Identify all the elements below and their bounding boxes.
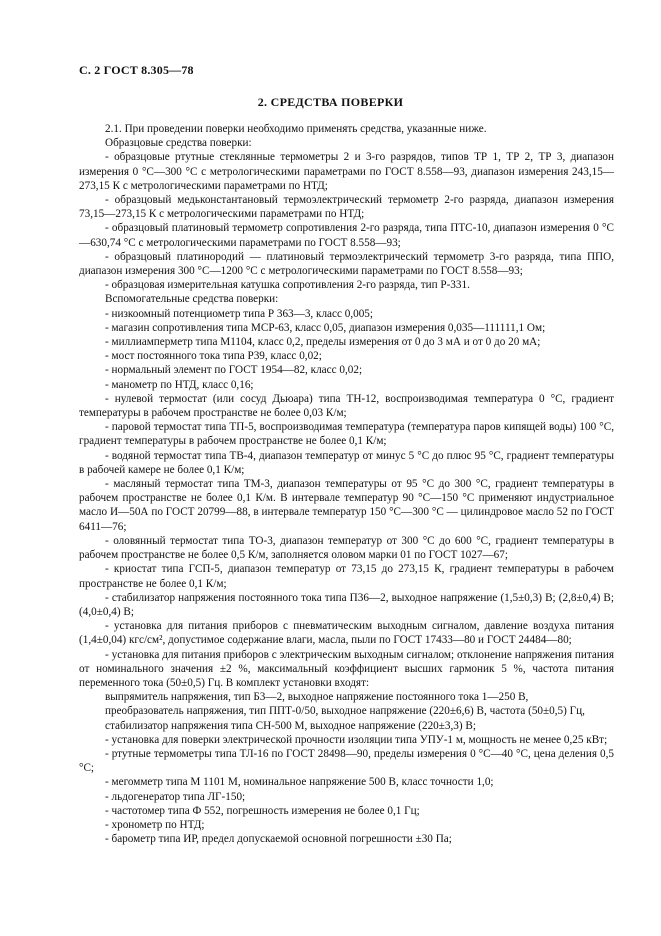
paragraph: Вспомогательные средства поверки: <box>105 293 279 306</box>
paragraph: 2.1. При проведении поверки необходимо применять средства, указанные ниже. <box>105 123 487 135</box>
list-item: - мост постоянного тока типа Р39, класс 0,02; <box>105 350 322 363</box>
list-item: - установка для поверки электрической прочности изоляции типа УПУ-1 м, мощность не менее 0,25 кВт; <box>105 733 608 746</box>
sub-item: выпрямитель напряжения, тип Б3—2, выходное напряжение постоянного тока 1—250 В, <box>105 691 529 704</box>
section-body <box>79 122 614 846</box>
list-item: - ртутные термометры типа ТЛ-16 по ГОСТ 28498—90, пределы измерения 0 °С—40 °С, цена деления 0,5 °С; <box>79 747 614 775</box>
list-item: - установка для питания приборов с пневматическим выходным сигналом, давление воздуха питания (1,4±0,04) кгс/см², допустимое содержание влаги, масла, пыли по ГОСТ 17433—80 и ГОСТ 24484—80; <box>79 620 614 647</box>
list-item: - оловянный термостат типа ТО-3, диапазон температур от 300 °С до 600 °С, градиент температуры в рабочем пространстве не более 0,5 К/м, заполняется оловом марки 01 по ГОСТ 1027—67; <box>79 534 614 562</box>
page-header: С. 2 ГОСТ 8.305—78 <box>79 63 194 77</box>
list-item: - барометр типа ИР, предел допускаемой основной погрешности ±30 Па; <box>105 833 452 846</box>
list-item: - масляный термостат типа ТМ-3, диапазон температуры от 95 °С до 300 °С, градиент температуры в рабочем пространстве не более 0,1 К/м. В интервале температур 90 °С—150 °С применяют индустриальное масло И—50А по ГОСТ 20799—88, в интервале температур 150 °С—300 °С — цилиндровое масло 52 по ГОСТ 6411—76; <box>79 478 614 533</box>
paragraph: Образцовые средства поверки: <box>105 137 252 150</box>
list-item: - водяной термостат типа ТВ-4, диапазон температур от минус 5 °С до плюс 95 °С, градиент температуры в рабочей камере не более 0,1 К/м; <box>79 449 614 476</box>
section-title: 2. СРЕДСТВА ПОВЕРКИ <box>257 95 404 109</box>
list-item: - стабилизатор напряжения постоянного тока типа П36—2, выходное напряжение (1,5±0,3) В; (2,8±0,4) В; (4,0±0,4) В; <box>79 591 614 618</box>
list-item: - образцовые ртутные стеклянные термометры 2 и 3-го разрядов, типов ТР 1, ТР 2, ТР 3, диапазон измерения 0 °С—300 °С с метрологическими параметрами по ГОСТ 8.558—93, диапазон измерения 243,15—273,15 К с метрологическими параметрами по НТД; <box>79 151 614 192</box>
list-item: - образцовый платиновый термометр сопротивления 2-го разряда, типа ПТС-10, диапазон измерения 0 °С—630,74 °С с метрологическими параметрами по ГОСТ 8.558—93; <box>79 222 614 249</box>
list-item: - образцовая измерительная катушка сопротивления 2-го разряда, тип Р-331. <box>105 279 470 292</box>
list-item: - образцовый медьконстантановый термоэлектрический термометр 2-го разряда, диапазон измерения 73,15—273,15 К с метрологическими параметрами по НТД; <box>79 194 614 221</box>
list-item: - низкоомный потенциометр типа Р 363—3, класс 0,005; <box>105 307 374 320</box>
list-item: - льдогенератор типа ЛГ-150; <box>105 790 246 803</box>
list-item: - манометр по НТД, класс 0,16; <box>105 378 254 391</box>
list-item: - паровой термостат типа ТП-5, воспроизводимая температура (температура паров кипящей воды) 100 °С, градиент температуры в рабочем пространстве не более 0,1 К/м; <box>79 421 614 448</box>
list-item: - установка для питания приборов с электрическим выходным сигналом; отклонение напряжения питания от номинального значения ±2 %, максимальный коэффициент высших гармоник 5 %, частота питания переменного тока (50±0,5) Гц. В комплект установки входят: <box>79 648 614 689</box>
list-item: - мегомметр типа М 1101 М, номинальное напряжение 500 В, класс точности 1,0; <box>105 776 494 789</box>
list-item: - образцовый платинородий — платиновый термоэлектрический термометр 3-го разряда, типа ППО, диапазон измерения 300 °С—1200 °С с метрологическими параметрами по ГОСТ 8.558—93; <box>79 250 614 278</box>
sub-item: стабилизатор напряжения типа СН-500 М, выходное напряжение (220±3,3) В; <box>105 719 476 732</box>
list-item: - нулевой термостат (или сосуд Дьюара) типа ТН-12, воспроизводимая температура 0 °С, градиент температуры в рабочем пространстве не более 0,03 К/м; <box>79 392 614 420</box>
list-item: - миллиамперметр типа М1104, класс 0,2, пределы измерения от 0 до 3 мА и от 0 до 20 мА; <box>105 336 541 349</box>
list-item: - частотомер типа Ф 552, погрешность измерения не более 0,1 Гц; <box>105 804 420 817</box>
list-item: - магазин сопротивления типа МСР-63, класс 0,05, диапазон измерения 0,035—111111,1 Ом; <box>105 321 546 334</box>
list-item: - криостат типа ГСП-5, диапазон температур от 73,15 до 273,15 К, градиент температуры в рабочем пространстве не более 0,1 К/м; <box>79 563 614 590</box>
list-item: - нормальный элемент по ГОСТ 1954—82, класс 0,02; <box>105 364 363 377</box>
list-item: - хронометр по НТД; <box>105 818 205 831</box>
sub-item: преобразователь напряжения, тип ППТ-0/50, выходное напряжение (220±6,6) В, частота (50±0,5) Гц, <box>105 705 585 718</box>
